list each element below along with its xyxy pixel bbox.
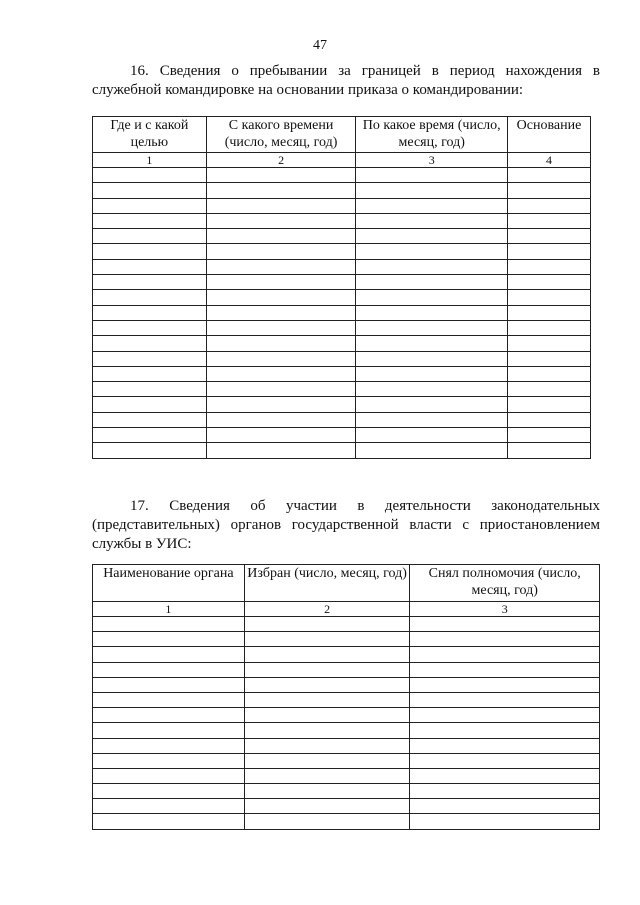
table-cell-empty[interactable] xyxy=(93,213,207,228)
header-body-name: Наименование органа xyxy=(93,565,245,602)
table-row xyxy=(93,198,591,213)
table-cell-empty[interactable] xyxy=(410,784,600,799)
table-cell-empty[interactable] xyxy=(93,412,207,427)
table-cell-empty[interactable] xyxy=(206,382,356,397)
table-cell-empty[interactable] xyxy=(206,259,356,274)
table-cell-empty[interactable] xyxy=(508,259,591,274)
table-section-16 xyxy=(92,116,591,459)
table-cell-empty[interactable] xyxy=(410,662,600,677)
table-row xyxy=(93,305,591,320)
table-cell-empty[interactable] xyxy=(356,397,508,412)
table-cell-empty[interactable] xyxy=(356,428,508,443)
table-cell-empty[interactable] xyxy=(244,632,410,647)
table-cell-empty[interactable] xyxy=(356,305,508,320)
table-cell-empty[interactable] xyxy=(93,443,207,458)
table-row xyxy=(93,244,591,259)
header-resigned-date: Снял полномочия (число, месяц, год) xyxy=(410,565,600,602)
table-cell-empty[interactable] xyxy=(206,351,356,366)
table-cell-empty[interactable] xyxy=(206,366,356,381)
table-cell-empty[interactable] xyxy=(93,244,207,259)
table-row xyxy=(93,397,591,412)
column-number: 1 xyxy=(93,153,207,168)
table-cell-empty[interactable] xyxy=(93,662,245,677)
table-row xyxy=(93,275,591,290)
table-row xyxy=(93,617,600,632)
table-cell-empty[interactable] xyxy=(508,428,591,443)
table-cell-empty[interactable] xyxy=(93,259,207,274)
table-row xyxy=(93,662,600,677)
table-cell-empty[interactable] xyxy=(410,617,600,632)
table-cell-empty[interactable] xyxy=(508,305,591,320)
table-cell-empty[interactable] xyxy=(410,632,600,647)
table-cell-empty[interactable] xyxy=(244,647,410,662)
table-row xyxy=(93,443,591,458)
table-cell-empty[interactable] xyxy=(244,708,410,723)
header-elected-date: Избран (число, месяц, год) xyxy=(244,565,410,602)
table-cell-empty[interactable] xyxy=(244,677,410,692)
table-cell-empty[interactable] xyxy=(206,397,356,412)
table-row xyxy=(93,753,600,768)
table-cell-empty[interactable] xyxy=(93,183,207,198)
table-cell-empty[interactable] xyxy=(508,229,591,244)
table-cell-empty[interactable] xyxy=(410,723,600,738)
table-cell-empty[interactable] xyxy=(508,213,591,228)
table-cell-empty[interactable] xyxy=(244,768,410,783)
table-cell-empty[interactable] xyxy=(206,213,356,228)
table-cell-empty[interactable] xyxy=(356,412,508,427)
table-cell-empty[interactable] xyxy=(356,351,508,366)
table-cell-empty[interactable] xyxy=(356,320,508,335)
table-cell-empty[interactable] xyxy=(508,244,591,259)
table-cell-empty[interactable] xyxy=(356,366,508,381)
table-cell-empty[interactable] xyxy=(93,229,207,244)
table-cell-empty[interactable] xyxy=(93,397,207,412)
table-cell-empty[interactable] xyxy=(93,708,245,723)
table-cell-empty[interactable] xyxy=(93,738,245,753)
table-cell-empty[interactable] xyxy=(244,799,410,814)
table-cell-empty[interactable] xyxy=(244,692,410,707)
table-section-17 xyxy=(92,564,600,830)
column-number-row xyxy=(93,602,600,617)
column-number: 2 xyxy=(206,153,356,168)
table-row xyxy=(93,229,591,244)
page-number: 47 xyxy=(313,38,327,53)
table-cell-empty[interactable] xyxy=(244,784,410,799)
table-cell-empty[interactable] xyxy=(410,647,600,662)
table-cell-empty[interactable] xyxy=(93,647,245,662)
table-cell-empty[interactable] xyxy=(93,768,245,783)
table-cell-empty[interactable] xyxy=(206,183,356,198)
table-row xyxy=(93,723,600,738)
table-cell-empty[interactable] xyxy=(410,753,600,768)
table-cell-empty[interactable] xyxy=(93,366,207,381)
table-cell-empty[interactable] xyxy=(244,617,410,632)
table-row xyxy=(93,366,591,381)
table-cell-empty[interactable] xyxy=(508,443,591,458)
table-row xyxy=(93,647,600,662)
table-cell-empty[interactable] xyxy=(93,351,207,366)
table-cell-empty[interactable] xyxy=(93,305,207,320)
table-row xyxy=(93,738,600,753)
table-cell-empty[interactable] xyxy=(410,708,600,723)
table-cell-empty[interactable] xyxy=(93,336,207,351)
table-header-row xyxy=(93,117,591,153)
table-row xyxy=(93,168,591,183)
table-row xyxy=(93,183,591,198)
table-cell-empty[interactable] xyxy=(410,814,600,829)
table-cell-empty[interactable] xyxy=(410,799,600,814)
table-cell-empty[interactable] xyxy=(356,290,508,305)
column-number: 3 xyxy=(356,153,508,168)
table-cell-empty[interactable] xyxy=(356,259,508,274)
table-row xyxy=(93,768,600,783)
table-cell-empty[interactable] xyxy=(508,183,591,198)
table-cell-empty[interactable] xyxy=(93,290,207,305)
header-from-date: С какого времени (число, месяц, год) xyxy=(206,117,356,153)
table-cell-empty[interactable] xyxy=(206,244,356,259)
table-header-row xyxy=(93,565,600,602)
table-cell-empty[interactable] xyxy=(244,662,410,677)
table-cell-empty[interactable] xyxy=(410,738,600,753)
table-cell-empty[interactable] xyxy=(206,305,356,320)
table-cell-empty[interactable] xyxy=(93,632,245,647)
table-cell-empty[interactable] xyxy=(356,244,508,259)
table-cell-empty[interactable] xyxy=(93,428,207,443)
table-cell-empty[interactable] xyxy=(508,397,591,412)
table-cell-empty[interactable] xyxy=(508,366,591,381)
table-cell-empty[interactable] xyxy=(93,677,245,692)
table-row xyxy=(93,336,591,351)
table-cell-empty[interactable] xyxy=(206,443,356,458)
table-cell-empty[interactable] xyxy=(93,198,207,213)
table-row xyxy=(93,259,591,274)
table-cell-empty[interactable] xyxy=(206,290,356,305)
table-cell-empty[interactable] xyxy=(93,692,245,707)
table-cell-empty[interactable] xyxy=(93,784,245,799)
table-cell-empty[interactable] xyxy=(244,753,410,768)
table-cell-empty[interactable] xyxy=(410,768,600,783)
section-17-text: 17. Сведения об участии в деятельности законодательных (представительных) органов государственной власти с приостановлением службы в УИС: xyxy=(92,498,600,552)
table-cell-empty[interactable] xyxy=(410,677,600,692)
table-cell-empty[interactable] xyxy=(93,320,207,335)
table-cell-empty[interactable] xyxy=(244,723,410,738)
table-cell-empty[interactable] xyxy=(356,183,508,198)
table-cell-empty[interactable] xyxy=(206,412,356,427)
table-cell-empty[interactable] xyxy=(206,229,356,244)
table-cell-empty[interactable] xyxy=(244,814,410,829)
table-row xyxy=(93,799,600,814)
column-number: 3 xyxy=(410,602,600,617)
table-cell-empty[interactable] xyxy=(508,290,591,305)
table-cell-empty[interactable] xyxy=(410,692,600,707)
header-to-date: По какое время (число, месяц, год) xyxy=(356,117,508,153)
table-row xyxy=(93,351,591,366)
table-cell-empty[interactable] xyxy=(93,799,245,814)
table-cell-empty[interactable] xyxy=(93,382,207,397)
table-cell-empty[interactable] xyxy=(206,168,356,183)
table-cell-empty[interactable] xyxy=(508,275,591,290)
column-number: 4 xyxy=(508,153,591,168)
table-cell-empty[interactable] xyxy=(356,213,508,228)
table-cell-empty[interactable] xyxy=(356,443,508,458)
table-cell-empty[interactable] xyxy=(206,428,356,443)
header-basis: Основание xyxy=(508,117,591,153)
table-cell-empty[interactable] xyxy=(508,320,591,335)
table-cell-empty[interactable] xyxy=(244,738,410,753)
table-row xyxy=(93,784,600,799)
table-cell-empty[interactable] xyxy=(356,168,508,183)
header-where-purpose: Где и с какой целью xyxy=(93,117,207,153)
table-row xyxy=(93,290,591,305)
table-row xyxy=(93,814,600,829)
table-cell-empty[interactable] xyxy=(93,753,245,768)
table-row xyxy=(93,382,591,397)
table-cell-empty[interactable] xyxy=(206,320,356,335)
table-cell-empty[interactable] xyxy=(356,275,508,290)
table-cell-empty[interactable] xyxy=(356,229,508,244)
table-cell-empty[interactable] xyxy=(93,723,245,738)
table-cell-empty[interactable] xyxy=(356,198,508,213)
table-cell-empty[interactable] xyxy=(508,336,591,351)
section-16-text: 16. Сведения о пребывании за границей в период нахождения в служебной командировке на основании приказа о командировании: xyxy=(92,63,600,98)
table-cell-empty[interactable] xyxy=(356,382,508,397)
table-row xyxy=(93,632,600,647)
table-cell-empty[interactable] xyxy=(508,168,591,183)
table-row xyxy=(93,320,591,335)
table-cell-empty[interactable] xyxy=(206,336,356,351)
table-cell-empty[interactable] xyxy=(93,275,207,290)
column-number: 2 xyxy=(244,602,410,617)
column-number-row xyxy=(93,153,591,168)
table-cell-empty[interactable] xyxy=(356,336,508,351)
table-row xyxy=(93,213,591,228)
table-cell-empty[interactable] xyxy=(93,168,207,183)
table-row xyxy=(93,412,591,427)
table-row xyxy=(93,677,600,692)
table-cell-empty[interactable] xyxy=(508,382,591,397)
column-number: 1 xyxy=(93,602,245,617)
table-cell-empty[interactable] xyxy=(508,198,591,213)
table-cell-empty[interactable] xyxy=(206,198,356,213)
table-cell-empty[interactable] xyxy=(508,351,591,366)
table-cell-empty[interactable] xyxy=(93,814,245,829)
table-cell-empty[interactable] xyxy=(93,617,245,632)
table-cell-empty[interactable] xyxy=(508,412,591,427)
table-row xyxy=(93,708,600,723)
table-cell-empty[interactable] xyxy=(206,275,356,290)
table-row xyxy=(93,428,591,443)
table-row xyxy=(93,692,600,707)
